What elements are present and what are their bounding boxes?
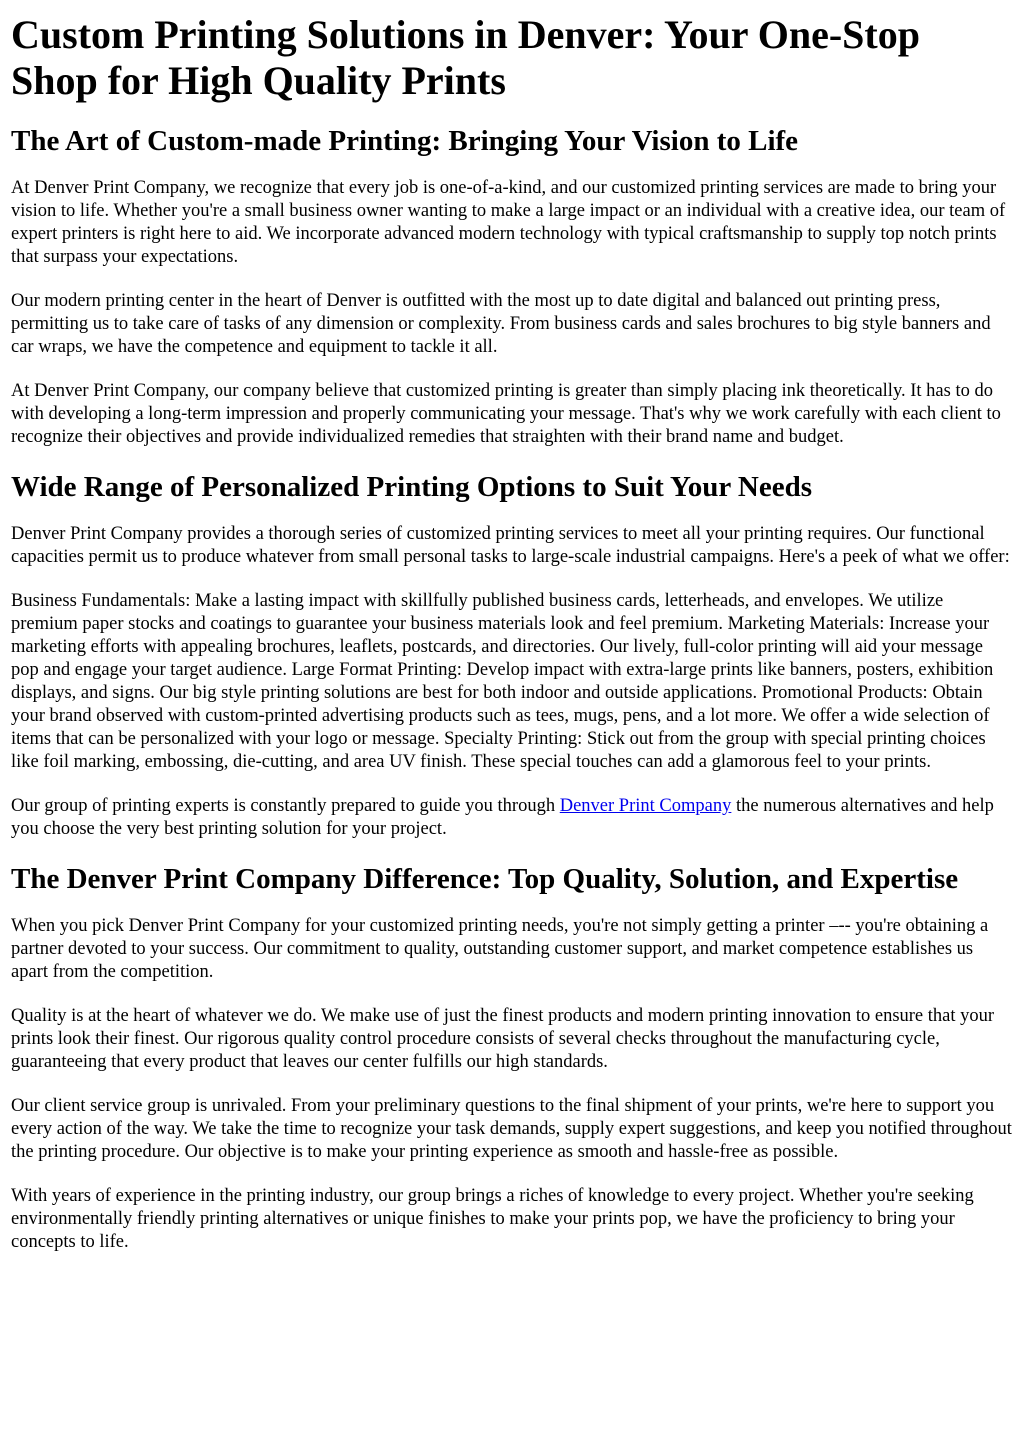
article — [0, 12, 1024, 1254]
section-heading: The Denver Print Company Difference: Top Quality, Solution, and Expertise — [11, 863, 959, 895]
denver-print-company-link[interactable]: Denver Print Company — [559, 796, 732, 816]
link-paragraph-before: Our group of printing experts is constantly prepared to guide you through — [11, 796, 560, 816]
paragraph: Denver Print Company provides a thorough series of customized printing services to meet all your printing requires. Our functional capacities permit us to produce whatever from small personal tasks to large-scale industrial campaigns. Here's a peek of what we offer: — [11, 524, 1010, 567]
paragraph: When you pick Denver Print Company for your customized printing needs, you're not simply getting a printer –-- you're obtaining a partner devoted to your success. Our commitment to quality, outstanding customer support, and market competence establishes us apart from the competition. — [11, 916, 989, 982]
paragraph: Quality is at the heart of whatever we do. We make use of just the finest products and modern printing innovation to ensure that your prints look their finest. Our rigorous quality control procedure consists of several checks throughout the manufacturing cycle, guaranteeing that every product that leaves our center fulfills our high standards. — [11, 1006, 995, 1072]
paragraph: Business Fundamentals: Make a lasting impact with skillfully published business cards, letterheads, and envelopes. We utilize premium paper stocks and coatings to guarantee your business materials look and feel premium. Marketing Materials: Increase your marketing efforts with appealing brochures, leaflets, postcards, and directories. Our lively, full-color printing will aid your message pop and engage your target audience. Large Format Printing: Develop impact with extra-large prints like banners, posters, exhibition displays, and signs. Our big style printing solutions are best for both indoor and outside applications. Promotional Products: Obtain your brand observed with custom-printed advertising products such as tees, mugs, pens, and a lot more. We offer a wide selection of items that can be personalized with your logo or message. Specialty Printing: Stick out from the group with special printing choices like foil marking, embossing, die-cutting, and area UV finish. These special touches can add a glamorous feel to your prints. — [11, 591, 994, 772]
paragraph: Our modern printing center in the heart of Denver is outfitted with the most up to date digital and balanced out printing press, permitting us to take care of tasks of any dimension or complexity. From business cards and sales brochures to big style banners and car wraps, we have the competence and equipment to tackle it all. — [11, 291, 991, 357]
paragraph: Our client service group is unrivaled. From your preliminary questions to the final shipment of your prints, we're here to support you every action of the way. We take the time to recognize your task demands, supply expert suggestions, and keep you notified throughout the printing procedure. Our objective is to make your printing experience as smooth and hassle-free as possible. — [11, 1096, 1012, 1162]
section-heading: Wide Range of Personalized Printing Options to Suit Your Needs — [11, 471, 813, 503]
link-paragraph-after: the numerous alternatives and help you choose the very best printing solution for your project. — [11, 796, 994, 839]
section-heading: The Art of Custom-made Printing: Bringing Your Vision to Life — [11, 125, 799, 157]
paragraph-with-link — [11, 795, 1014, 841]
paragraph: At Denver Print Company, our company believe that customized printing is greater than simply placing ink theoretically. It has to do with developing a long-term impression and properly communicating your message. That's why we work carefully with each client to recognize their objectives and provide individualized remedies that straighten with their brand name and budget. — [11, 381, 1001, 447]
section-custom-printing — [11, 124, 1014, 449]
paragraph: With years of experience in the printing industry, our group brings a riches of knowledge to every project. Whether you're seeking environmentally friendly printing alternatives or unique finishes to make your prints pop, we have the proficiency to bring your concepts to life. — [11, 1186, 974, 1252]
paragraph: At Denver Print Company, we recognize that every job is one-of-a-kind, and our customized printing services are made to bring your vision to life. Whether you're a small business owner wanting to make a large impact or an individual with a creative idea, our team of expert printers is right here to aid. We incorporate advanced modern technology with typical craftsmanship to supply top notch prints that surpass your expectations. — [11, 178, 1006, 267]
section-printing-options — [11, 470, 1014, 841]
page-title: Custom Printing Solutions in Denver: Your One-Stop Shop for High Quality Prints — [11, 12, 920, 103]
section-difference — [11, 862, 1014, 1254]
